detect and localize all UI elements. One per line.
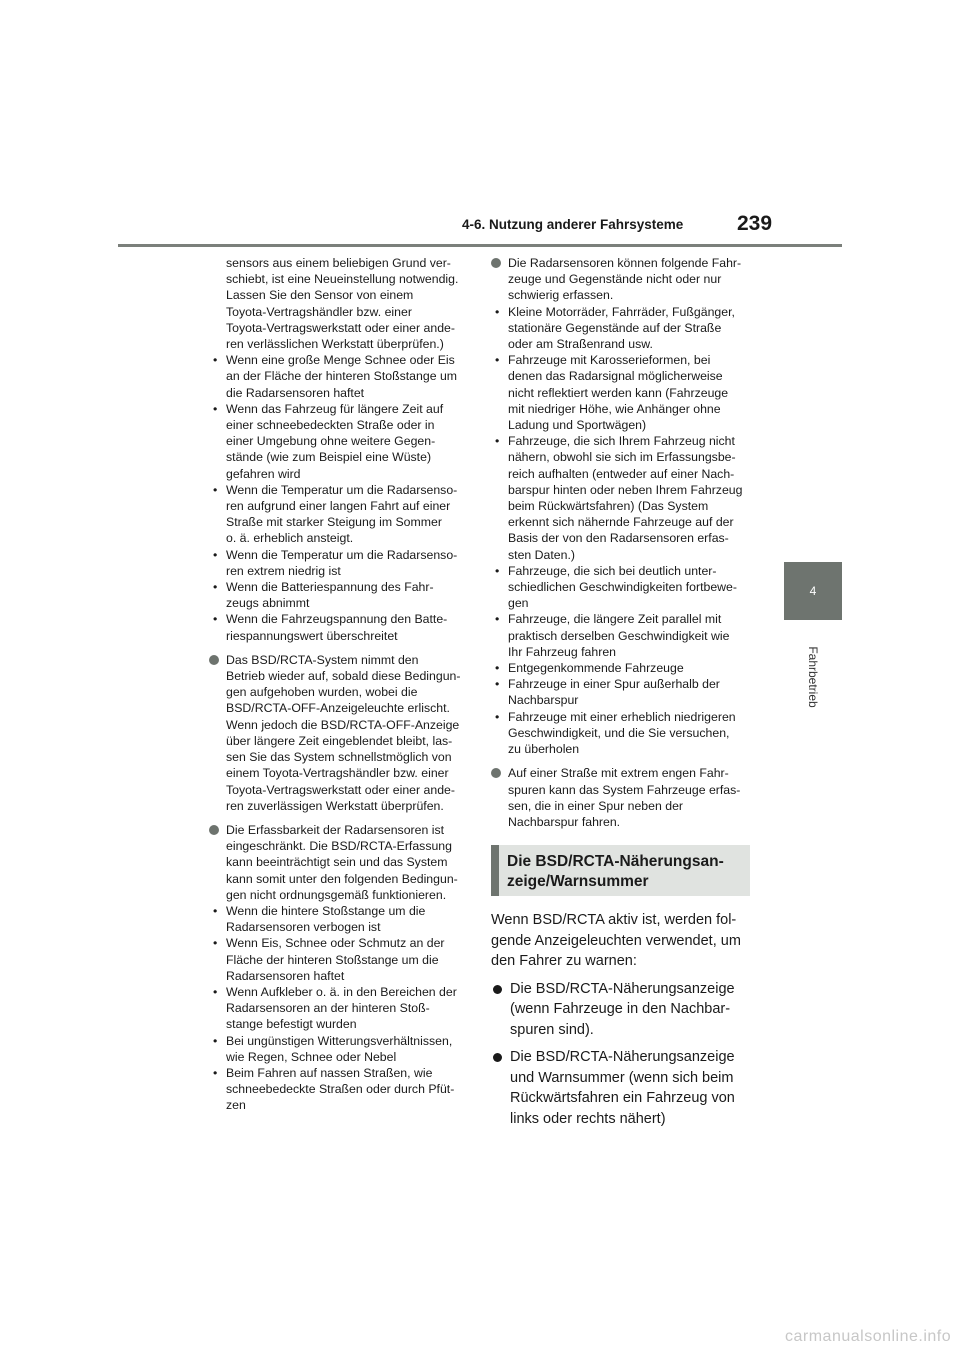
chapter-tab xyxy=(784,562,842,620)
heading-line: zeige/Warnsummer xyxy=(507,873,649,890)
list-item-line: stände (wie zum Beispiel eine Wüste) xyxy=(226,450,432,465)
text-line: Wenn BSD/RCTA aktiv ist, werden fol- xyxy=(491,912,737,928)
circle-bullet-icon xyxy=(491,258,501,268)
text-line: Toyota-Vertragshändler bzw. einer xyxy=(226,304,412,319)
list-item xyxy=(209,903,471,935)
list-item-line: ren extrem niedrig ist xyxy=(226,563,341,578)
list-item-line: an der Fläche der hinteren Stoßstange um xyxy=(226,369,458,384)
list-item-line: barspur hinten oder neben Ihrem Fahrzeug xyxy=(508,482,743,497)
list-item xyxy=(209,611,471,643)
list-item-line: nicht reflektiert werden kann (Fahrzeuge xyxy=(508,385,729,400)
list-item-line: beim Rückwärtsfahren) (Das System xyxy=(508,499,709,514)
text-line: Toyota-Vertragswerkstatt oder einer ande- xyxy=(226,320,455,335)
list-item-line: • Bei ungünstigen Witterungsverhältnissen, xyxy=(226,1033,453,1048)
text-line: gende Anzeigeleuchten verwendet, um xyxy=(491,932,741,949)
list-item xyxy=(209,984,471,1033)
watermark: carmanualsonline.info xyxy=(785,1328,952,1345)
left-column xyxy=(209,255,471,1114)
intro-paragraph xyxy=(209,255,471,352)
list-item-line: einer schneebedeckten Straße oder in xyxy=(226,418,435,433)
note-paragraph-4 xyxy=(491,765,753,830)
list-item-line: Fläche der hinteren Stoßstange um die xyxy=(226,952,439,967)
list-item-line: • Wenn die hintere Stoßstange um die xyxy=(226,903,426,918)
list-item-line: schneebedeckte Straßen oder durch Pfüt- xyxy=(226,1082,455,1097)
list-item xyxy=(209,935,471,984)
list-item-line: und Warnsummer (wenn sich beim xyxy=(510,1069,734,1086)
list-item-line: stange befestigt wurden xyxy=(226,1017,357,1032)
circle-bullet-icon xyxy=(209,825,219,835)
list-item-line: • Wenn Eis, Schnee oder Schmutz an der xyxy=(226,936,445,951)
note-paragraph-1 xyxy=(209,652,471,814)
list-item-line: • Beim Fahren auf nassen Straßen, wie xyxy=(226,1065,433,1080)
list-item-line: Basis der von den Radarsensoren erfas- xyxy=(508,531,729,546)
list-item xyxy=(491,1047,756,1129)
list-item-line: zu überholen xyxy=(508,742,580,757)
list-item-line: • Wenn das Fahrzeug für längere Zeit auf xyxy=(226,401,444,416)
list-item-line: mit niedriger Höhe, wie Anhänger ohne xyxy=(508,401,721,416)
text-line: einem Toyota-Vertragshändler bzw. einer xyxy=(226,766,449,781)
page-number: 239 xyxy=(737,212,773,235)
heading-line: Die BSD/RCTA-Näherungsan- xyxy=(507,853,724,870)
list-item xyxy=(491,611,753,660)
chapter-number: 4 xyxy=(809,584,817,598)
text-line: Die Erfassbarkeit der Radarsensoren ist xyxy=(226,822,445,837)
chapter-label-text: Fahrbetrieb xyxy=(806,646,820,708)
list-item-line: gefahren wird xyxy=(226,466,301,481)
chapter-label xyxy=(768,632,858,722)
list-item-line: Geschwindigkeit, und die Sie versuchen, xyxy=(508,725,730,740)
text-line: Nachbarspur fahren. xyxy=(508,814,621,829)
circle-bullet-icon xyxy=(209,655,219,665)
text-line: sen, die in einer Spur neben der xyxy=(508,798,684,813)
circle-bullet-icon xyxy=(491,768,501,778)
list-item-line: Straße mit starker Steigung im Sommer xyxy=(226,515,442,530)
note-text xyxy=(508,255,753,304)
list-item-line: • Fahrzeuge mit einer erheblich niedrigeren xyxy=(508,709,736,724)
list-item xyxy=(491,352,753,433)
list-item-line: gen xyxy=(508,596,529,611)
note-paragraph-2 xyxy=(209,822,471,903)
list-item-line: zen xyxy=(226,1098,246,1113)
list-item xyxy=(209,547,471,579)
list-item xyxy=(491,979,756,1041)
list-item-line: Die BSD/RCTA-Näherungsanzeige xyxy=(510,980,735,997)
list-item-line: die Radarsensoren haftet xyxy=(226,385,365,400)
list-item-line: (wenn Fahrzeuge in den Nachbar- xyxy=(510,1001,731,1017)
list-item-line: links oder rechts nähert) xyxy=(510,1110,666,1127)
bullet-list-2 xyxy=(209,903,471,1114)
text-line: Lassen Sie den Sensor von einem xyxy=(226,288,414,303)
right-column xyxy=(491,255,753,830)
list-item-line: • Fahrzeuge, die sich bei deutlich unter- xyxy=(508,563,717,578)
text-line: den Fahrer zu warnen: xyxy=(491,953,637,969)
list-item-line: reich aufhalten (entweder auf einer Nach- xyxy=(508,466,735,481)
list-item-line: • Kleine Motorräder, Fahrräder, Fußgänger, xyxy=(508,304,735,319)
text-line: ren verlässlichen Werkstatt überprüfen.) xyxy=(226,337,444,352)
section-heading xyxy=(491,845,750,896)
text-line: sen Sie das System schnellstmöglich von xyxy=(226,750,452,765)
list-item-line: einer Umgebung ohne weitere Gegen- xyxy=(226,434,436,449)
text-line: Wenn jedoch die BSD/RCTA-OFF-Anzeige xyxy=(226,717,460,732)
list-item xyxy=(491,676,753,708)
list-item-line: • Wenn Aufkleber o. ä. in den Bereichen der xyxy=(226,984,457,999)
text-line: gen nicht ordnungsgemäß funktionieren. xyxy=(226,887,447,902)
text-line: schiebt, ist eine Neueinstellung notwendig. xyxy=(226,272,459,287)
list-item-line: • Wenn eine große Menge Schnee oder Eis xyxy=(226,353,455,368)
list-item-line: Radarsensoren an der hinteren Stoß- xyxy=(226,1001,430,1016)
list-item-line: • Fahrzeuge, die sich Ihrem Fahrzeug nicht xyxy=(508,434,735,449)
list-item-line: nähern, obwohl sie sich im Erfassungsbe- xyxy=(508,450,736,465)
section-body xyxy=(491,910,756,1129)
list-item xyxy=(491,563,753,612)
text-line: Toyota-Vertragswerkstatt oder einer ande- xyxy=(226,782,455,797)
list-item-line: • Wenn die Temperatur um die Radarsenso- xyxy=(226,547,458,562)
text-line: ren zuverlässigen Werkstatt überprüfen. xyxy=(226,798,444,813)
text-line: BSD/RCTA-OFF-Anzeigeleuchte erlischt. xyxy=(226,701,450,716)
list-item-line: praktisch derselben Geschwindigkeit wie xyxy=(508,628,730,643)
list-item-line: Die BSD/RCTA-Näherungsanzeige xyxy=(510,1049,735,1065)
list-item-line: erkennt sich nähernde Fahrzeuge auf der xyxy=(508,515,734,530)
list-item xyxy=(209,579,471,611)
text-line: sensors aus einem beliebigen Grund ver- xyxy=(226,256,451,270)
list-item xyxy=(209,1033,471,1065)
body-paragraph xyxy=(491,910,756,972)
list-item-line: • Wenn die Batteriespannung des Fahr- xyxy=(226,580,434,595)
list-item xyxy=(209,482,471,547)
list-item-line: spuren sind). xyxy=(510,1021,594,1038)
section-title: 4-6. Nutzung anderer Fahrsysteme xyxy=(462,217,684,232)
list-item-line: schiedlichen Geschwindigkeiten fortbewe- xyxy=(508,580,737,595)
text-line: kann somit unter den folgenden Bedingun- xyxy=(226,871,458,886)
list-item-line: riespannungswert überschreitet xyxy=(226,628,398,643)
list-item xyxy=(491,433,753,563)
list-item-line: Radarsensoren haftet xyxy=(226,968,345,983)
text-line: Auf einer Straße mit extrem engen Fahr- xyxy=(508,766,729,781)
list-item-line: stationäre Gegenstände auf der Straße xyxy=(508,320,722,335)
list-item xyxy=(491,709,753,758)
list-item xyxy=(209,1065,471,1114)
text-line: eingeschränkt. Die BSD/RCTA-Erfassung xyxy=(226,839,452,854)
text-line: spuren kann das System Fahrzeuge erfas- xyxy=(508,782,741,797)
list-item xyxy=(491,660,753,676)
note-text xyxy=(508,765,753,830)
list-item-line: • Entgegenkommende Fahrzeuge xyxy=(508,661,684,676)
list-item-line: • Wenn die Temperatur um die Radarsenso- xyxy=(226,482,458,497)
big-bullet-list xyxy=(491,979,756,1130)
text-line: Die Radarsensoren können folgende Fahr- xyxy=(508,256,742,270)
list-item-line: o. ä. erheblich ansteigt. xyxy=(226,531,354,546)
bullet-dot-icon xyxy=(493,1053,502,1062)
text-line: über längere Zeit eingeblendet bleibt, las- xyxy=(226,733,453,748)
list-item-line: zeugs abnimmt xyxy=(226,596,310,611)
list-item-line: sten Daten.) xyxy=(508,547,575,562)
list-item-line: • Fahrzeuge in einer Spur außerhalb der xyxy=(508,677,720,692)
list-item-line: Nachbarspur xyxy=(508,693,579,708)
bullet-dot-icon xyxy=(493,985,502,994)
text-line: kann beeinträchtigt sein und das System xyxy=(226,855,448,870)
list-item-line: wie Regen, Schnee oder Nebel xyxy=(226,1049,397,1064)
text-line: Betrieb wieder auf, sobald diese Bedingun- xyxy=(226,669,461,684)
bullet-list-3 xyxy=(491,304,753,758)
note-paragraph-3 xyxy=(491,255,753,304)
header-divider xyxy=(118,244,842,247)
bullet-list-1 xyxy=(209,352,471,644)
list-item-line: ren aufgrund einer langen Fahrt auf einer xyxy=(226,499,451,514)
list-item xyxy=(491,304,753,353)
list-item-line: Ihr Fahrzeug fahren xyxy=(508,644,617,659)
list-item-line: oder am Straßenrand usw. xyxy=(508,337,653,352)
text-line: schwierig erfassen. xyxy=(508,288,614,303)
list-item-line: Rückwärtsfahren ein Fahrzeug von xyxy=(510,1090,735,1106)
list-item-line: • Fahrzeuge, die längere Zeit parallel mit xyxy=(508,612,722,627)
list-item-line: • Wenn die Fahrzeugspannung den Batte- xyxy=(226,612,448,627)
text-line: gen aufgehoben wurden, wobei die xyxy=(226,685,418,700)
list-item-line: Ladung und Sportwägen) xyxy=(508,418,647,433)
list-item-line: denen das Radarsignal möglicherweise xyxy=(508,369,723,384)
text-line: zeuge und Gegenstände nicht oder nur xyxy=(508,272,722,287)
list-item-line: Radarsensoren verbogen ist xyxy=(226,920,381,935)
list-item-line: • Fahrzeuge mit Karosserieformen, bei xyxy=(508,353,711,368)
list-item xyxy=(209,401,471,482)
text-line: Das BSD/RCTA-System nimmt den xyxy=(226,652,419,667)
note-text xyxy=(226,822,471,903)
list-item xyxy=(209,352,471,401)
note-text xyxy=(226,652,471,814)
